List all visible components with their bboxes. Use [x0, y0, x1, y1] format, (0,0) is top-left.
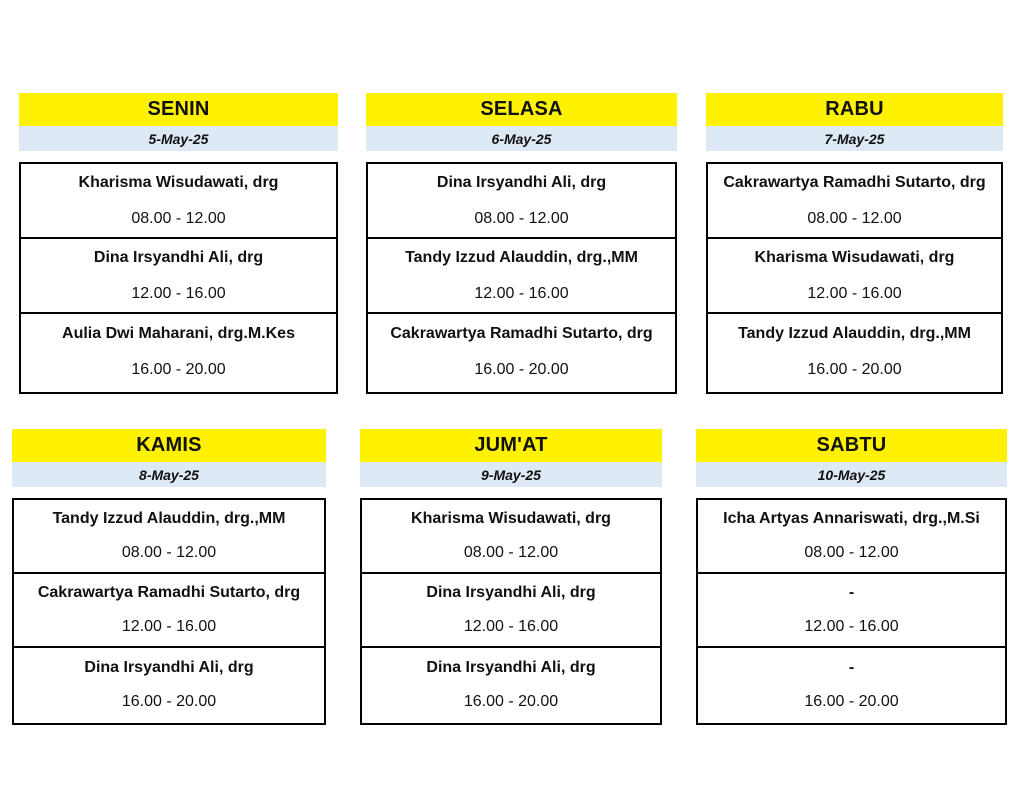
day-date: 7-May-25: [706, 126, 1003, 151]
slot-time: 12.00 - 16.00: [121, 618, 217, 635]
day-date: 5-May-25: [19, 126, 338, 151]
doctor-name: Cakrawartya Ramadhi Sutarto, drg: [390, 324, 653, 342]
doctor-name: Tandy Izzud Alauddin, drg.,MM: [52, 510, 286, 527]
schedule-table: [360, 498, 662, 725]
schedule-table: [366, 162, 677, 394]
doctor-name: Tandy Izzud Alauddin, drg.,MM: [405, 248, 638, 266]
day-name: JUM'AT: [360, 429, 662, 462]
schedule-table: [696, 498, 1007, 725]
slot-time: 08.00 - 12.00: [804, 544, 899, 561]
day-name: SENIN: [19, 93, 338, 126]
slot-time: 16.00 - 20.00: [131, 360, 226, 378]
slot-time: 08.00 - 12.00: [807, 209, 902, 227]
slot-time: 12.00 - 16.00: [807, 284, 902, 302]
doctor-name: Kharisma Wisudawati, drg: [411, 510, 611, 527]
doctor-name: Cakrawartya Ramadhi Sutarto, drg: [723, 173, 986, 191]
schedule-slot: [21, 314, 336, 389]
doctor-name: Kharisma Wisudawati, drg: [78, 173, 279, 191]
schedule-slot: [708, 314, 1001, 389]
schedule-slot: [362, 574, 660, 648]
day-block-rabu: [706, 93, 1003, 394]
day-date: 8-May-25: [12, 462, 326, 487]
doctor-name: Cakrawartya Ramadhi Sutarto, drg: [37, 584, 301, 601]
schedule-slot: [14, 648, 324, 722]
slot-time: 16.00 - 20.00: [474, 360, 569, 378]
slot-time: 16.00 - 20.00: [807, 360, 902, 378]
day-date: 9-May-25: [360, 462, 662, 487]
day-name: SABTU: [696, 429, 1007, 462]
slot-time: 08.00 - 12.00: [121, 544, 217, 561]
slot-time: 12.00 - 16.00: [131, 284, 226, 302]
doctor-name: Dina Irsyandhi Ali, drg: [84, 659, 254, 676]
day-name: KAMIS: [12, 429, 326, 462]
schedule-slot: [708, 164, 1001, 239]
slot-time: 08.00 - 12.00: [463, 544, 559, 561]
slot-time: 12.00 - 16.00: [804, 618, 899, 635]
schedule-slot: [362, 648, 660, 722]
schedule-table: [19, 162, 338, 394]
doctor-name: Kharisma Wisudawati, drg: [754, 248, 955, 266]
day-name: RABU: [706, 93, 1003, 126]
slot-time: 12.00 - 16.00: [474, 284, 569, 302]
day-block-jumat: [360, 429, 662, 725]
schedule-slot: [698, 574, 1005, 648]
doctor-name: Dina Irsyandhi Ali, drg: [426, 584, 596, 601]
doctor-name: Icha Artyas Annariswati, drg.,M.Si: [723, 510, 980, 527]
schedule-slot: [698, 500, 1005, 574]
slot-time: 08.00 - 12.00: [131, 209, 226, 227]
schedule-slot: [14, 500, 324, 574]
slot-time: 12.00 - 16.00: [463, 618, 559, 635]
schedule-slot: [21, 239, 336, 314]
doctor-name: Aulia Dwi Maharani, drg.M.Kes: [62, 324, 295, 342]
schedule-slot: [368, 164, 675, 239]
day-date: 6-May-25: [366, 126, 677, 151]
day-name: SELASA: [366, 93, 677, 126]
doctor-name: Tandy Izzud Alauddin, drg.,MM: [738, 324, 971, 342]
doctor-name: Dina Irsyandhi Ali, drg: [93, 248, 264, 266]
schedule-slot: [14, 574, 324, 648]
schedule-table: [12, 498, 326, 725]
slot-time: 16.00 - 20.00: [804, 693, 899, 710]
slot-time: 16.00 - 20.00: [463, 693, 559, 710]
doctor-name: Dina Irsyandhi Ali, drg: [436, 173, 607, 191]
schedule-slot: [698, 648, 1005, 722]
day-date: 10-May-25: [696, 462, 1007, 487]
schedule-slot: [362, 500, 660, 574]
day-block-senin: [19, 93, 338, 394]
day-block-kamis: [12, 429, 326, 725]
slot-time: 16.00 - 20.00: [121, 693, 217, 710]
doctor-name: Dina Irsyandhi Ali, drg: [426, 659, 596, 676]
day-block-sabtu: [696, 429, 1007, 725]
schedule-slot: [368, 314, 675, 389]
day-block-selasa: [366, 93, 677, 394]
doctor-name: -: [848, 659, 855, 676]
schedule-slot: [21, 164, 336, 239]
schedule-slot: [708, 239, 1001, 314]
doctor-name: -: [848, 584, 855, 601]
slot-time: 08.00 - 12.00: [474, 209, 569, 227]
schedule-slot: [368, 239, 675, 314]
schedule-table: [706, 162, 1003, 394]
